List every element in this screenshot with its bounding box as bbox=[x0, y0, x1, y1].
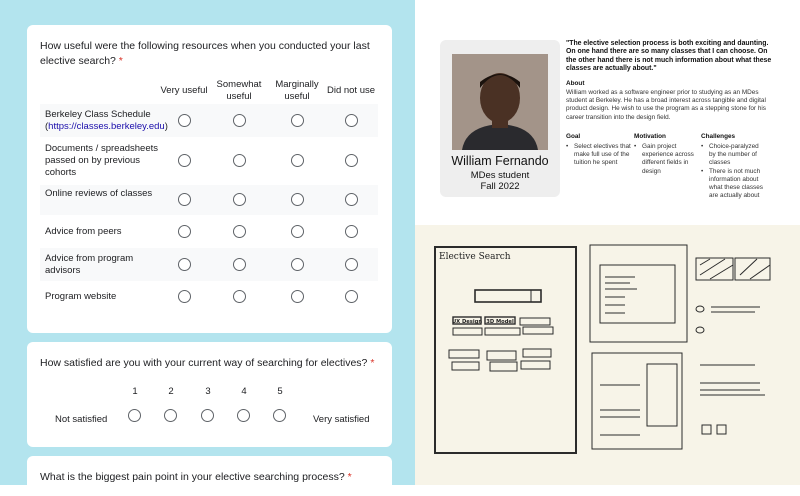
row-label: Advice from program advisors bbox=[45, 252, 134, 276]
column-header: Did not use bbox=[326, 85, 376, 96]
sketch-class-detail bbox=[592, 353, 682, 449]
row-label: Online reviews of classes bbox=[45, 188, 153, 199]
wireframe-sketches bbox=[415, 225, 800, 485]
persona-term: Fall 2022 bbox=[480, 181, 520, 192]
radio-did-not-use[interactable] bbox=[345, 258, 358, 271]
radio-somewhat-useful[interactable] bbox=[233, 225, 246, 238]
question-card-satisfaction bbox=[27, 342, 392, 447]
sketch-title: Elective Search bbox=[439, 252, 511, 262]
column-header: Marginally useful bbox=[275, 79, 319, 102]
sketch-chip-ux-design: UX Design bbox=[451, 319, 483, 325]
table-row bbox=[40, 282, 378, 312]
radio-very-useful[interactable] bbox=[178, 154, 191, 167]
persona-name: William Fernando bbox=[451, 154, 549, 168]
row-label: Berkeley Class Schedule bbox=[45, 109, 151, 120]
sketch-elective-search bbox=[435, 247, 576, 453]
radio-somewhat-useful[interactable] bbox=[233, 114, 246, 127]
radio-marginally-useful[interactable] bbox=[291, 290, 304, 303]
radio-very-useful[interactable] bbox=[178, 258, 191, 271]
motivation-item: • Gain project experience across different fields in design bbox=[634, 143, 698, 176]
radio-did-not-use[interactable] bbox=[345, 193, 358, 206]
required-marker: * bbox=[370, 357, 375, 369]
persona-card bbox=[440, 40, 560, 197]
scale-max-label: Very satisfied bbox=[313, 414, 370, 425]
scale-number: 5 bbox=[277, 386, 283, 397]
table-row bbox=[40, 248, 378, 281]
table-row bbox=[40, 185, 378, 215]
question-title bbox=[40, 356, 380, 371]
persona-quote: "The elective selection process is both exciting and daunting. On one hand there are so many classes that I can choose. On the other hand there is not much information about what these classes are actually about." bbox=[566, 40, 772, 72]
about-heading: About bbox=[566, 80, 585, 87]
radio-very-useful[interactable] bbox=[178, 114, 191, 127]
row-label: Documents / spreadsheets passed on by previous cohorts bbox=[45, 143, 159, 178]
persona-role: MDes student bbox=[470, 170, 530, 181]
question-text: How satisfied are you with your current way of searching for electives? bbox=[40, 357, 368, 369]
challenges-list bbox=[701, 143, 763, 200]
question-title bbox=[40, 39, 380, 69]
scale-number: 4 bbox=[241, 386, 247, 397]
scale-radio[interactable] bbox=[237, 409, 250, 422]
scale-number: 1 bbox=[132, 386, 138, 397]
scale-min-label: Not satisfied bbox=[55, 414, 108, 425]
table-row bbox=[40, 216, 378, 247]
challenges-heading: Challenges bbox=[701, 133, 736, 140]
radio-did-not-use[interactable] bbox=[345, 114, 358, 127]
about-text: William worked as a software engineer prior to studying as an MDes student at Berkeley. He has a broad interest across tangible and digital product design. He wish to use the program as a stepping stone for his career transition into the design field. bbox=[566, 89, 766, 121]
table-row bbox=[40, 104, 378, 137]
radio-somewhat-useful[interactable] bbox=[233, 154, 246, 167]
motivation-heading: Motivation bbox=[634, 133, 666, 140]
row-label: Advice from peers bbox=[45, 225, 122, 237]
scale-number: 2 bbox=[168, 386, 174, 397]
radio-marginally-useful[interactable] bbox=[291, 258, 304, 271]
radio-marginally-useful[interactable] bbox=[291, 154, 304, 167]
question-title bbox=[40, 470, 380, 485]
scale-radio[interactable] bbox=[201, 409, 214, 422]
schedule-link[interactable]: https://classes.berkeley.edu bbox=[48, 121, 165, 132]
scale-radio[interactable] bbox=[164, 409, 177, 422]
required-marker: * bbox=[347, 471, 352, 483]
sketch-elective-list bbox=[590, 245, 687, 342]
table-row bbox=[40, 140, 378, 182]
radio-did-not-use[interactable] bbox=[345, 290, 358, 303]
challenge-item: • Choice-paralyzed by the number of classes bbox=[701, 143, 763, 168]
goal-list bbox=[566, 143, 632, 168]
radio-very-useful[interactable] bbox=[178, 225, 191, 238]
radio-somewhat-useful[interactable] bbox=[233, 193, 246, 206]
sketch-showcase-reviews bbox=[696, 258, 770, 434]
motivation-list bbox=[634, 143, 698, 176]
goal-heading: Goal bbox=[566, 133, 581, 140]
scale-radio[interactable] bbox=[273, 409, 286, 422]
challenge-item: • There is not much information about what these classes are actually about bbox=[701, 168, 763, 201]
radio-very-useful[interactable] bbox=[178, 193, 191, 206]
radio-did-not-use[interactable] bbox=[345, 154, 358, 167]
required-marker: * bbox=[118, 55, 123, 67]
link-wrap: (https://classes.berkeley.edu) bbox=[45, 121, 168, 132]
question-card-pain-point bbox=[27, 456, 392, 496]
row-label: Program website bbox=[45, 291, 117, 302]
goal-item: • Select electives that make full use of the tuition he spent bbox=[566, 143, 632, 168]
radio-did-not-use[interactable] bbox=[345, 225, 358, 238]
column-header: Somewhat useful bbox=[216, 79, 262, 102]
scale-number: 3 bbox=[205, 386, 211, 397]
radio-marginally-useful[interactable] bbox=[291, 193, 304, 206]
persona-photo bbox=[452, 54, 548, 150]
question-text: How useful were the following resources when you conducted your last elective search? bbox=[40, 40, 370, 67]
column-header: Very useful bbox=[160, 85, 208, 96]
radio-somewhat-useful[interactable] bbox=[233, 258, 246, 271]
sketch-chip-3d-model: 3D Model bbox=[486, 319, 514, 325]
question-card-resources bbox=[27, 25, 392, 333]
question-text: What is the biggest pain point in your elective searching process? bbox=[40, 471, 345, 483]
radio-somewhat-useful[interactable] bbox=[233, 290, 246, 303]
radio-marginally-useful[interactable] bbox=[291, 114, 304, 127]
radio-very-useful[interactable] bbox=[178, 290, 191, 303]
radio-marginally-useful[interactable] bbox=[291, 225, 304, 238]
